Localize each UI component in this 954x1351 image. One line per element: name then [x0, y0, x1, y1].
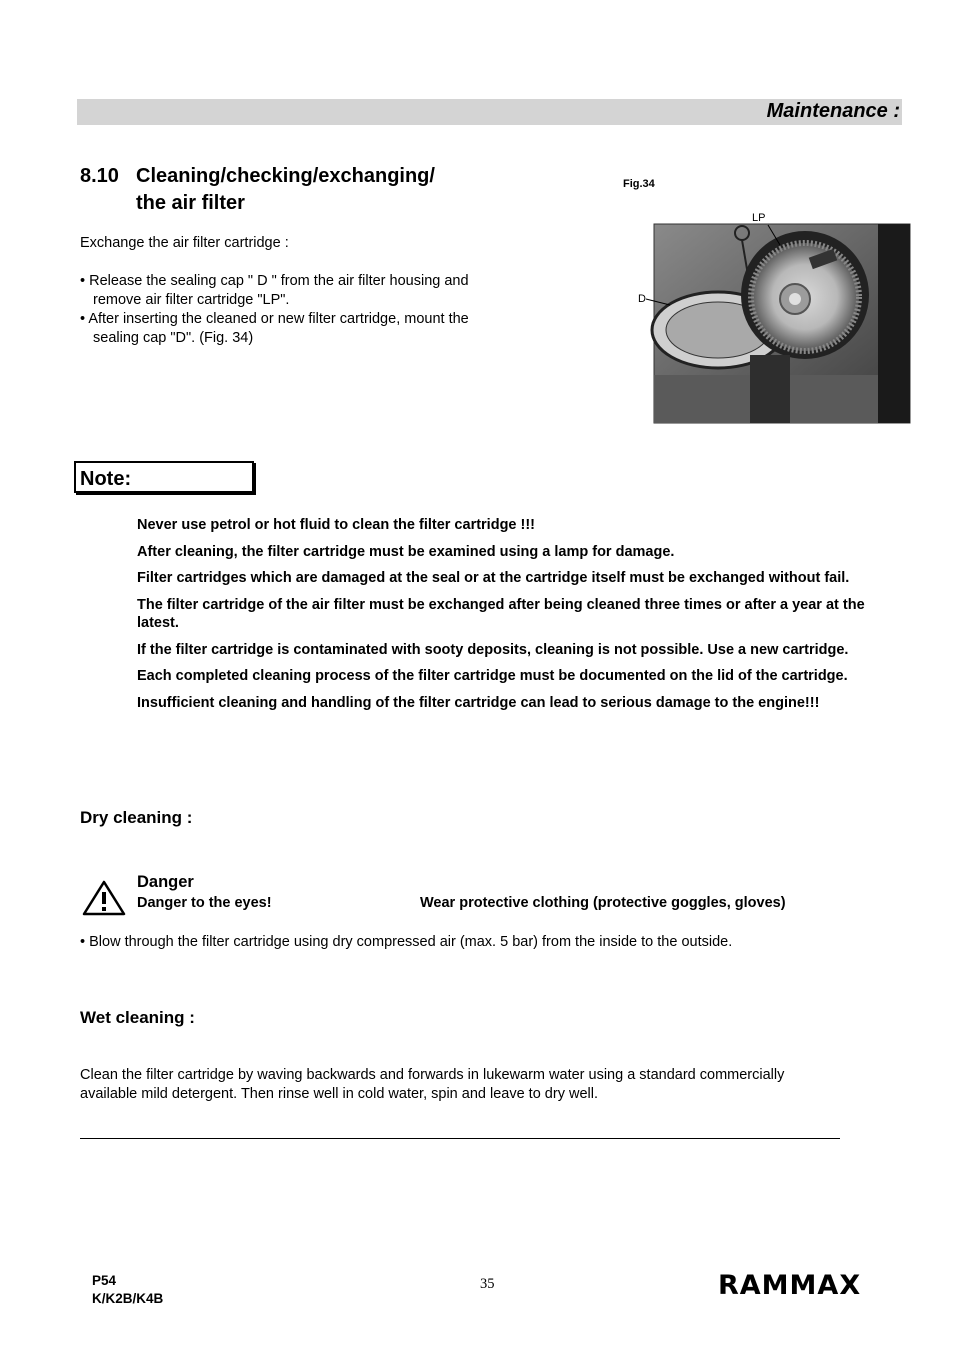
note-item: Insufficient cleaning and handling of the filter cartridge can lead to serious damage to the engine!!! — [137, 694, 820, 711]
page-number: 35 — [480, 1276, 495, 1292]
figure-label-lp: LP — [752, 212, 766, 224]
wet-cleaning-heading: Wet cleaning : — [80, 1008, 195, 1027]
list-item: • After inserting the cleaned or new filter cartridge, mount the — [80, 311, 469, 327]
figure-label-d: D — [638, 293, 646, 305]
dry-cleaning-heading: Dry cleaning : — [80, 808, 193, 827]
header-section-label: Maintenance : — [766, 100, 900, 122]
danger-title: Danger — [137, 873, 194, 891]
bullet-icon: • — [80, 273, 90, 289]
note-item: Filter cartridges which are damaged at the seal or at the cartridge itself must be exchanged without fail. — [137, 570, 850, 586]
list-item-cont: sealing cap "D". (Fig. 34) — [93, 330, 254, 346]
danger-action: Wear protective clothing (protective goggles, gloves) — [420, 895, 786, 911]
section-title-line1: Cleaning/checking/exchanging/ — [136, 165, 435, 187]
danger-hazard: Danger to the eyes! — [137, 895, 272, 911]
warning-triangle-icon — [82, 880, 126, 916]
divider — [80, 1138, 840, 1139]
header-bar — [77, 99, 902, 125]
section-title-line2: the air filter — [136, 192, 245, 214]
note-title: Note: — [74, 461, 254, 493]
section-number: 8.10 — [80, 165, 119, 187]
bullet-icon: • — [80, 934, 90, 950]
note-item: Each completed cleaning process of the filter cartridge must be documented on the lid of the cartridge. — [137, 668, 848, 684]
note-item: Never use petrol or hot fluid to clean the filter cartridge !!! — [137, 517, 535, 533]
step-list — [80, 272, 469, 348]
note-item: If the filter cartridge is contaminated with sooty deposits, cleaning is not possible. Use a new cartridge. — [137, 641, 849, 658]
brand-logo: RAMMAX — [718, 1270, 862, 1301]
intro-text: Exchange the air filter cartridge : — [80, 235, 289, 251]
bullet-icon: • — [80, 311, 89, 327]
note-list — [137, 516, 902, 720]
list-item: • Release the sealing cap " D " from the air filter housing and — [80, 273, 469, 289]
note-item: After cleaning, the filter cartridge must be examined using a lamp for damage. — [137, 543, 675, 560]
note-item: The filter cartridge of the air filter must be exchanged after being cleaned three times or after a year at the latest. — [137, 596, 865, 631]
air-filter-photo — [630, 205, 912, 427]
list-item-cont: remove air filter cartridge "LP". — [93, 292, 290, 308]
dry-instruction: • Blow through the filter cartridge using dry compressed air (max. 5 bar) from the inside to the outside. — [80, 934, 733, 950]
wet-instruction: Clean the filter cartridge by waving backwards and forwards in lukewarm water using a standard commercially available mild detergent. Then rinse well in cold water, spin and leave to dry well. — [80, 1067, 785, 1102]
figure-caption: Fig.34 — [623, 178, 655, 190]
section-title — [80, 163, 435, 217]
footer-model: P54 K/K2B/K4B — [92, 1273, 164, 1306]
